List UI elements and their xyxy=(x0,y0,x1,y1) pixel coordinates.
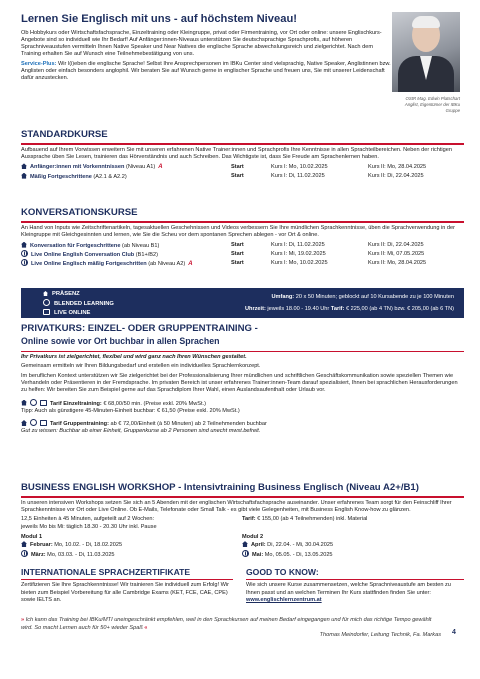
logo-icon: A xyxy=(188,260,193,267)
page-number: 4 xyxy=(452,629,456,636)
business-section xyxy=(21,482,464,558)
house-icon xyxy=(21,400,27,406)
house-icon xyxy=(21,163,27,169)
screen-icon xyxy=(40,420,47,426)
screen-icon xyxy=(40,400,47,406)
page-title: Lernen Sie Englisch mit uns - auf höchstem Niveau! xyxy=(21,13,298,25)
business-info: 12,5 Einheiten à 45 Minuten, aufgeteilt auf 2 Wochen: jeweils Mo bis Mi: täglich 18.30 - 20.30 Uhr inkl. Pause Tarif: € 155,00 (ab 4 Teilnehmenden) inkl. Material xyxy=(21,516,368,530)
lead-text: Ihr Privatkurs ist zielgerichtet, flexibel und wird ganz nach Ihren Wünschen gestaltet. xyxy=(21,354,247,361)
course-row: Live Online Englisch mäßig Fortgeschritten (ab Niveau A2) A Start Kurs I: Mo, 10.02.2025 Kurs II: Mo, 28.04.2025 xyxy=(21,259,464,268)
privatkurs-section xyxy=(21,323,464,438)
section-divider xyxy=(21,143,464,144)
course-info-banner xyxy=(21,288,464,318)
module-1: Modul 1 Februar: Mo, 10.02. - Di, 18.02.2025 März: Mo, 03.03. - Di, 11.03.2025 xyxy=(21,533,123,558)
zertifikate-box xyxy=(21,567,233,604)
service-text: Wir l(i)eben die englische Sprache! Selbst Ihre Ansprechpersonen im IBKu Center sind vielsprachig, Native Speaker, Anglistinnen bzw. Anglisten oder einfach besonders anglophil. Wir beraten Sie auf Wunsch gerne in englischer Sprache und freuen uns, Sie mit unserer Leidenschaft dafür anzustecken. xyxy=(21,60,391,82)
section-title: STANDARDKURSE xyxy=(21,129,108,140)
section-divider xyxy=(21,496,464,497)
section-title: KONVERSATIONSKURSE xyxy=(21,207,138,218)
module-2: Modul 2 April: Di, 22.04. - Mi, 30.04.2025 Mai: Mo, 05.05. - Di, 13.05.2025 xyxy=(242,533,334,558)
course-row: Anfänger:innen mit Vorkenntnissen (Niveau A1) A Start Kurs I: Mo, 10.02.2025 Kurs II: Mo, 28.04.2025 xyxy=(21,163,464,172)
section-divider xyxy=(21,221,464,222)
section-text: In unseren intensiven Workshops setzen Sie sich an 5 Abenden mit der englischen Wirtschaftsfachsprache auseinander. Unser erfahrenes Team sorgt für den Feinschliff Ihrer Sprachkenntnisse vor Ort oder Live Online. Ob E-Mails, Telefonate oder Small Talk - es gibt viele Gelegenheiten, mit Business English Know-how zu glänzen. xyxy=(21,499,452,514)
globe-icon xyxy=(21,550,28,557)
note-text: Gut zu wissen: Buchbar ab einer Einheit, Gruppenkurse ab 2 Personen sind unecht mwst.befreit. xyxy=(21,428,261,435)
globe-icon xyxy=(21,250,28,257)
intro-paragraph: Ob Hobbykurs oder Wirtschaftsfachsprache, Einzeltraining oder Kleingruppe, privat oder Firmentraining, vor Ort oder online: unsere Englischkurs-Angebote sind so individuell wie Ihr Bedarf! Auf Anfänger:innen-Niveaus unterstützen Sie deutschsprachige Sprachprofis, auf höheren Sprachniveaustufen vermitteln Ihnen Native Speaker und Near Natives die englische Sprache abwechslungsreich und zielgerichtet. Nach dem Training erhalten Sie auf Wunsch eine Teilnehmebestätigung von uns. xyxy=(21,29,382,58)
course-row: Mäßig Fortgeschrittene (A2.1 & A2.2) Start Kurs I: Di, 11.02.2025 Kurs II: Di, 22.04.2025 xyxy=(21,172,464,181)
person-icon xyxy=(30,399,37,406)
section-title: INTERNATIONALE SPRACHZERTIFIKATE xyxy=(21,567,191,577)
logo-icon: A xyxy=(158,164,163,171)
house-icon xyxy=(21,541,27,547)
globe-icon xyxy=(21,259,28,266)
house-icon xyxy=(21,173,27,179)
section-text: Aufbauend auf Ihrem Vorwissen erweitern Sie mit unseren erfahrenen Native Trainer:innen und Sprachprofis Ihre Kenntnisse in allen Sprachteilbereichen. Neben der richtigen Aussprache üben Sie Lesen, trainieren das Hörverständnis und auch Schreiben. Das Wichtigste ist, dass Sie Freude am Sprachenlernen haben. xyxy=(21,146,452,161)
house-icon xyxy=(21,242,27,248)
house-icon xyxy=(242,541,248,547)
screen-icon xyxy=(43,309,50,315)
konversationskurse-section xyxy=(21,207,464,268)
section-divider xyxy=(246,579,464,580)
website-link[interactable]: www.englischlernzentrum.at xyxy=(246,597,322,603)
section-subtitle: Online sowie vor Ort buchbar in allen Sprachen xyxy=(21,336,220,347)
tarif-gruppe: Tarif Gruppentraining: ab € 72,00/Einheit (à 50 Minuten) ab 2 Teilnehmenden buchbar xyxy=(21,419,464,428)
portrait-photo xyxy=(392,12,460,92)
section-text: Wie sich unsere Kurse zusammensetzen, welche Sprachniveaustufe am besten zu Ihnen passt und an welchen Terminen Ihr Kurs stattfinden finden Sie unter: www.englischlernzentrum.at xyxy=(246,582,451,603)
standardkurse-section xyxy=(21,129,464,181)
section-divider xyxy=(21,579,233,580)
section-title: BUSINESS ENGLISH WORKSHOP - Intensivtraining Business Englisch (Niveau A2+/B1) xyxy=(21,482,419,493)
person-icon xyxy=(43,299,50,306)
person-icon xyxy=(30,419,37,426)
course-details: Umfang: 20 x 50 Minuten; geblockt auf 10 Kursabende zu je 100 Minuten Uhrzeit: jeweils 18.00 - 19.40 Uhr Tarif: € 225,00 (ab 4 TN) bzw. € 205,00 (ab 6 TN) xyxy=(245,294,454,312)
service-paragraph xyxy=(21,61,391,83)
house-icon xyxy=(21,420,27,426)
section-divider xyxy=(21,351,464,352)
module-dates xyxy=(21,534,464,558)
quote-icon: » xyxy=(21,617,25,623)
section-text: An Hand von Inputs wie Zeitschriftenartikeln, tagesaktuellen Geschehnissen und Videos verbessern Sie Ihre mündlichen Sprachkenntnisse, üben die Sprachverwendung in der Kleingruppe mit Gleichgesinnten und lernen, wie Sie die Scheu vor dem spontanen Sprechen ablegen - vor Ort & online. xyxy=(21,224,455,239)
intro-section xyxy=(21,12,391,84)
house-icon xyxy=(43,291,48,296)
good-to-know-box xyxy=(246,567,464,604)
service-label: Service-Plus: xyxy=(21,60,57,67)
course-row: Live Online English Conversation Club (B1+/B2) Start Kurs I: Mi, 19.02.2025 Kurs II: Mi, 07.05.2025 xyxy=(21,250,464,259)
tarif-einzel: Tarif Einzeltraining: € 68,00/50 min. (Preise exkl. 20% MwSt.) xyxy=(21,399,464,408)
format-list: PRÄSENZ BLENDED LEARNING LIVE ONLINE xyxy=(43,290,114,318)
section-text: Gemeinsam ermitteln wir Ihren Bildungsbedarf und erstellen ein individuelles Sprachlernkonzept. xyxy=(21,363,261,370)
course-row: Konversation für Fortgeschrittene (ab Niveau B1) Start Kurs I: Di, 11.02.2025 Kurs II: Di, 22.04.2025 xyxy=(21,241,464,250)
testimonial-author: Thomas Meindorfer, Leitung Technik, Fa. Markas xyxy=(319,632,441,639)
quote-icon: « xyxy=(144,624,148,631)
section-text: Zertifizieren Sie Ihre Sprachkenntnisse! Wir trainieren Sie individuell zum Erfolg! Wir bieten zum Beispiel Vorbereitung für alle Cambridge Exams (KET, FCE, CAE, CPE) sowie IELTS an. xyxy=(21,582,229,603)
photo-caption: OStR Mag. Edwin Platschart Anglist, Eigentümer der IBKu Gruppe xyxy=(404,96,460,113)
globe-icon xyxy=(242,550,249,557)
section-title: GOOD TO KNOW: xyxy=(246,567,319,577)
tipp-text: Tipp: Auch als günstigere 45-Minuten-Einheit buchbar: € 61,50 (Preise exkl. 20% MwSt.) xyxy=(21,407,240,414)
testimonial: » Ich kann das Training bei IBKu/MTI uneingeschränkt empfehlen, weil in den Sprachkursen auf meinen Bedarf eingegangen und für mich das richtige Tempo gewählt wird. So macht Lernen auch für 50+ wieder Spaß « Thomas Meindorfer, Leitung Technik, Fa. Markas xyxy=(21,617,441,639)
section-title: PRIVATKURS: EINZEL- ODER GRUPPENTRAINING - xyxy=(21,323,258,334)
section-text: Im beruflichen Kontext unterstützen wir Sie zielgerichtet bei der Professionalisierung Ihrer mündlichen und schriftlichen Geschäftskommunikation sowie speziellen Themen wie Verhandeln oder Präsentieren in der Fremdsprache. Im privaten Bereich ist unser erfahrenes Trainer:innen-Team darauf spezialisiert, Ihnen bei sprachlichen Herausforderungen zu helfen: Wir bereiten Sie zum Beispiel gerne auf das Sprachdiplom Ihrer Wahl, einen Auslandsaufenthalt oder Urlaub vor. xyxy=(21,372,458,394)
